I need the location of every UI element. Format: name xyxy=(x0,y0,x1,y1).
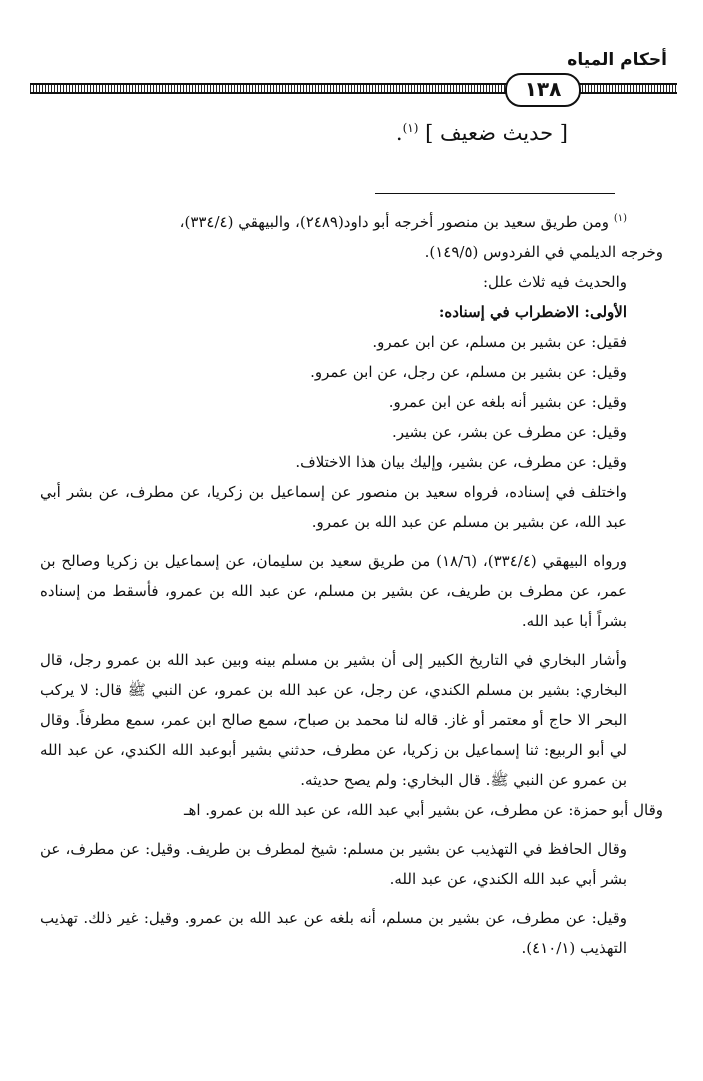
footnote-para-7: وقال أبو حمزة: عن مطرف، عن بشير أبي عبد الله، عن عبد الله بن عمرو. اهـ xyxy=(184,801,663,819)
footnote-para-4: واختلف في إسناده، فرواه سعيد بن منصور عن إسماعيل بن زكريا، عن مطرف، عن بشر أبي عبد الله، عن بشير بن مسلم عن عبد الله بن عمرو. xyxy=(40,483,627,531)
list-item: وقيل: عن بشير بن مسلم، عن رجل، عن ابن عمرو. xyxy=(310,363,627,381)
footnote-para-5: ورواه البيهقي (٣٣٤/٤)، (١٨/٦) من طريق سعيد بن سليمان، عن إسماعيل بن زكريا وصالح بن عمر، عن مطرف بن طريف، عن بشير بن مسلم، عن عبد الله بن عمرو، فأسقط من إسناده بشراً أبا عبد الله. xyxy=(40,552,627,630)
list-item: وقيل: عن مطرف، عن بشير، وإليك بيان هذا الاختلاف. xyxy=(295,453,627,471)
main-text-body: [ حديث ضعيف ] xyxy=(425,121,568,145)
main-text-end: . xyxy=(395,121,403,145)
footnote-ref: (١) xyxy=(402,121,419,135)
running-title: أحكام المياه xyxy=(567,50,667,70)
footnote-para-2: والحديث فيه ثلاث علل: xyxy=(482,273,627,291)
footnote-para-9: وقيل: عن مطرف، عن بشير بن مسلم، أنه بلغه عن عبد الله بن عمرو. وقيل: غير ذلك. تهذيب التهذيب (٤١٠/١). xyxy=(40,909,627,957)
footnote-separator xyxy=(375,193,615,194)
list-item: وقيل: عن بشير أنه بلغه عن ابن عمرو. xyxy=(388,393,627,411)
list-item: فقيل: عن بشير بن مسلم، عن ابن عمرو. xyxy=(372,333,627,351)
footnote-para-1b: وخرجه الديلمي في الفردوس (١٤٩/٥). xyxy=(424,243,663,261)
main-text xyxy=(396,120,568,147)
footnote-para-1a: $^{(١)}$ ومن طريق سعيد بن منصور أخرجه أبو داود(٢٤٨٩)، والبيهقي (٣٣٤/٤)، xyxy=(179,213,627,231)
list-item: وقيل: عن مطرف عن بشر، عن بشير. xyxy=(391,423,627,441)
footnote-para-3: الأولى: الاضطراب في إسناده: xyxy=(438,303,627,321)
footnote-para-8: وقال الحافظ في التهذيب عن بشير بن مسلم: شيخ لمطرف بن طريف. وقيل: عن مطرف، عن بشر أبي عبد الله الكندي، عن عبد الله. xyxy=(40,840,627,888)
footnote-para-6: وأشار البخاري في التاريخ الكبير إلى أن بشير بن مسلم بينه وبين عبد الله بن عمرو رجل، قال البخاري: بشير بن مسلم الكندي، عن رجل، عن عبد الله بن عمرو، عن النبي ﷺ قال: لا يركب البحر الا حاج أو معتمر أو غاز. قاله لنا محمد بن صباح، سمع صالح ابن عمر، سمع مطرفاً. وقال لي أبو الربيع: ثنا إسماعيل بن زكريا، عن مطرف، حدثني بشير أبوعبد الله الكندي، عن عبد الله بن عمرو عن النبي ﷺ. قال البخاري: ولم يصح حديثه. xyxy=(40,651,627,789)
footnotes xyxy=(40,204,663,963)
page-number: ١٣٨ xyxy=(505,73,581,107)
footnote-marker: (١) xyxy=(613,213,627,224)
